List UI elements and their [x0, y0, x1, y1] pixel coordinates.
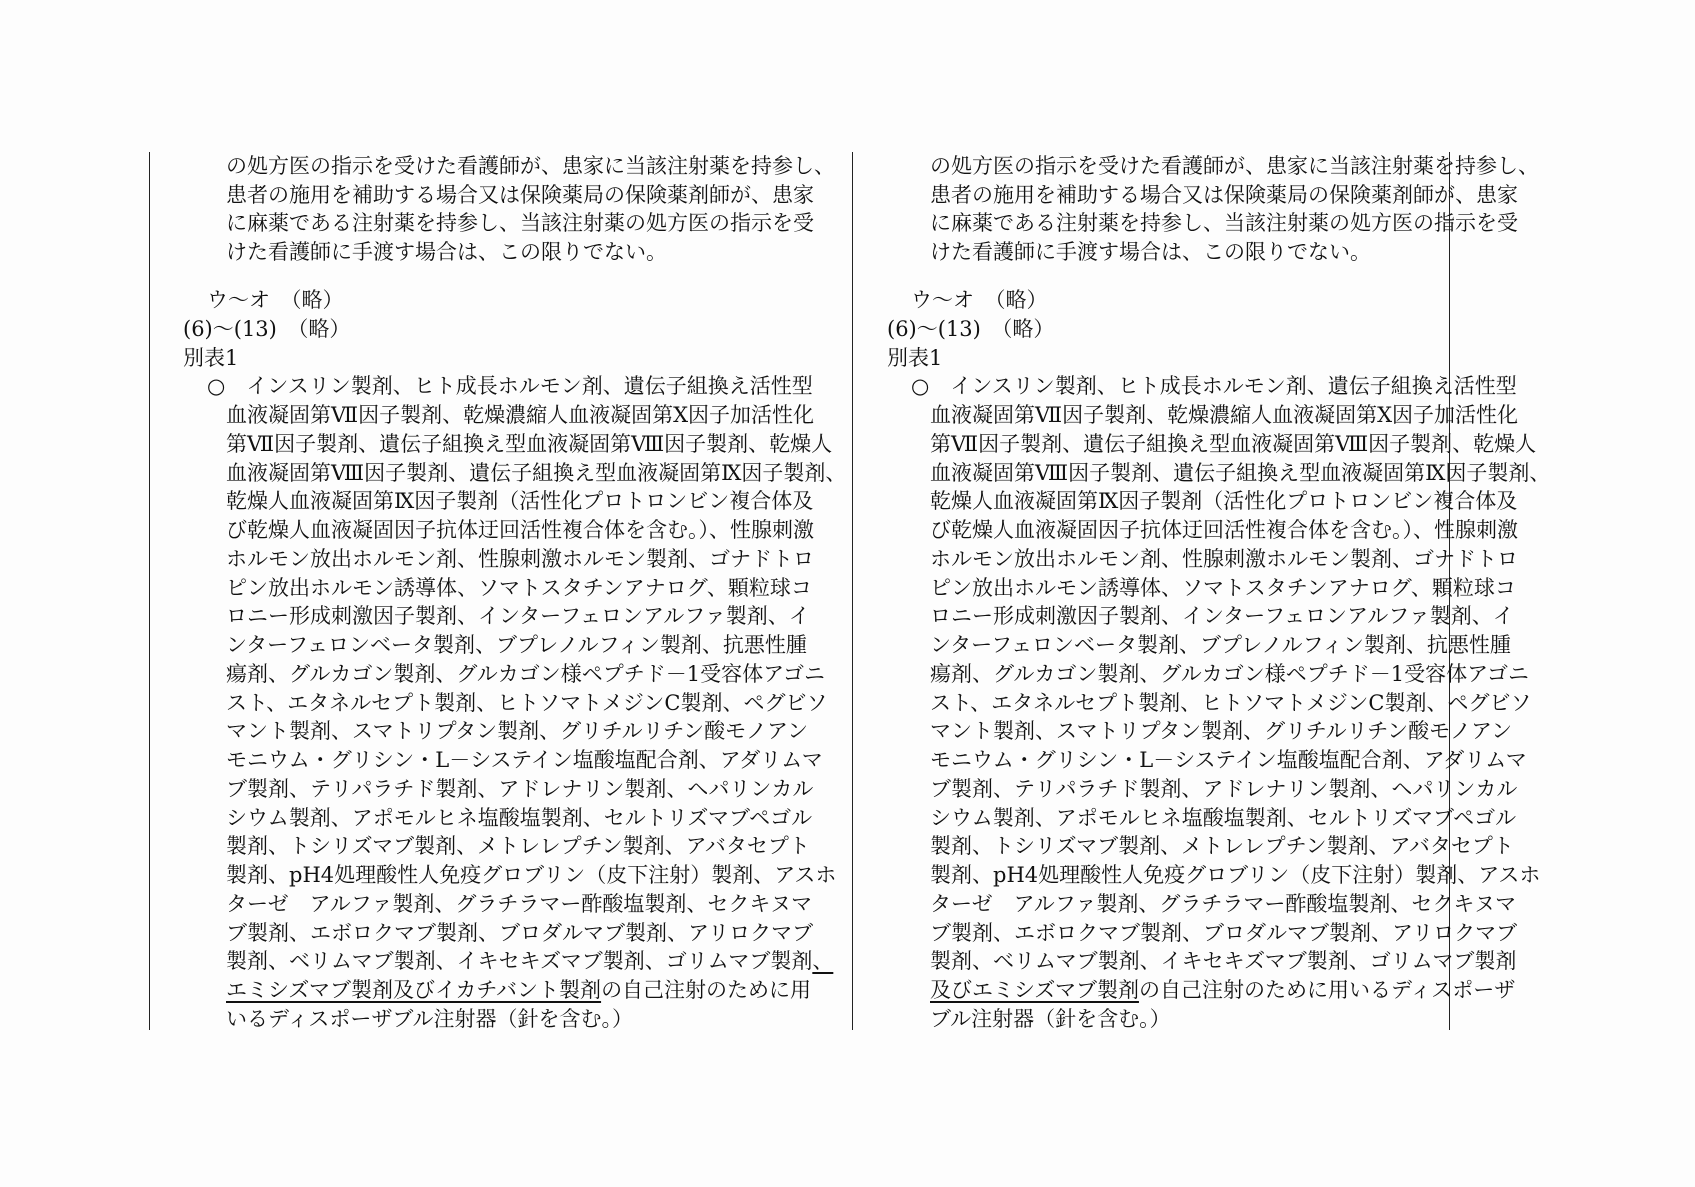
text-segment: 血液凝固第Ⅷ因子製剤、遺伝子組換え型血液凝固第Ⅸ因子製剤、 — [226, 460, 847, 485]
text-segment: ターゼ アルファ製剤、グラチラマー酢酸塩製剤、セクキヌマ — [930, 891, 1517, 916]
underlined-amendment: 、 — [812, 949, 834, 974]
text-segment: ロニー形成刺激因子製剤、インターフェロンアルファ製剤、イ — [930, 604, 1514, 629]
text-line — [930, 804, 1516, 832]
text-segment: 製剤、ベリムマブ製剤、イキセキズマブ製剤、ゴリムマブ製剤 — [226, 949, 813, 974]
text-line — [930, 430, 1536, 458]
text-line — [930, 487, 1517, 515]
text-segment: に麻薬である注射薬を持参し、当該注射薬の処方医の指示を受 — [226, 211, 814, 236]
text-segment: 第Ⅶ因子製剤、遺伝子組換え型血液凝固第Ⅷ因子製剤、乾燥人 — [930, 431, 1537, 456]
text-line — [930, 746, 1527, 774]
text-line — [930, 775, 1517, 803]
text-segment: いるディスポーザブル注射器（針を含む。） — [226, 1006, 633, 1031]
text-segment: ブ製剤、テリパラチド製剤、アドレナリン製剤、ヘパリンカル — [930, 776, 1518, 801]
text-segment: ブ製剤、テリパラチド製剤、アドレナリン製剤、ヘパリンカル — [226, 776, 814, 801]
text-segment: 製剤、pH4処理酸性人免疫グロブリン（皮下注射）製剤、アスホ — [226, 863, 837, 887]
text-line — [930, 976, 1515, 1004]
text-line — [930, 832, 1514, 860]
text-segment: ターゼ アルファ製剤、グラチラマー酢酸塩製剤、セクキヌマ — [226, 891, 813, 916]
text-segment: 乾燥人血液凝固第Ⅸ因子製剤（活性化プロトロンビン複合体及 — [226, 489, 814, 514]
text-line — [930, 890, 1516, 918]
text-segment: けた看護師に手渡す場合は、この限りでない。 — [226, 240, 667, 265]
text-line — [930, 545, 1518, 573]
text-line — [930, 861, 1540, 889]
text-segment: シウム製剤、アポモルヒネ塩酸塩製剤、セルトリズマブペゴル — [226, 805, 813, 830]
text-segment: 患者の施用を補助する場合又は保険薬局の保険薬剤師が、患家 — [226, 182, 814, 207]
underlined-amendment: 及びエミシズマブ製剤 — [930, 978, 1139, 1002]
section-heading — [887, 344, 942, 372]
text-segment: モニウム・グリシン・L－システイン塩酸塩配合剤、アダリムマ — [226, 748, 823, 772]
text-segment: び乾燥人血液凝固因子抗体迂回活性複合体を含む。）、性腺刺激 — [226, 518, 814, 542]
text-segment: 瘍剤、グルカゴン製剤、グルカゴン様ペプチド－1受容体アゴニ — [226, 661, 826, 686]
text-segment: ブ製剤、エボロクマブ製剤、ブロダルマブ製剤、アリロクマブ — [226, 920, 814, 945]
text-segment: 患者の施用を補助する場合又は保険薬局の保険薬剤師が、患家 — [930, 182, 1518, 207]
text-line — [930, 574, 1516, 602]
text-segment: の自己注射のために用 — [601, 978, 812, 1002]
text-segment: シウム製剤、アポモルヒネ塩酸塩製剤、セルトリズマブペゴル — [930, 805, 1517, 830]
text-segment: ブ製剤、エボロクマブ製剤、ブロダルマブ製剤、アリロクマブ — [930, 920, 1518, 945]
text-segment: スト、エタネルセプト製剤、ヒトソマトメジンC製剤、ペグビソ — [930, 690, 1532, 715]
list-item-line — [911, 372, 1517, 400]
text-segment: モニウム・グリシン・L－システイン塩酸塩配合剤、アダリムマ — [930, 748, 1527, 772]
text-line — [930, 689, 1531, 717]
section-heading — [887, 315, 1054, 343]
text-segment: 製剤、トシリズマブ製剤、メトレレプチン製剤、アバタセプト — [226, 834, 810, 859]
text-segment: マント製剤、スマトリプタン製剤、グリチルリチン酸モノアン — [930, 719, 1513, 744]
text-line — [930, 919, 1517, 947]
text-line — [930, 1005, 1171, 1033]
text-segment: の自己注射のために用いるディスポーザ — [1138, 978, 1516, 1002]
text-segment: ンターフェロンベータ製剤、ブプレノルフィン製剤、抗悪性腫 — [930, 633, 1511, 657]
text-segment: ○ インスリン製剤、ヒト成長ホルモン剤、遺伝子組換え活性型 — [911, 374, 1517, 399]
text-segment: (6)〜(13) （略） — [887, 316, 1055, 341]
text-segment: マント製剤、スマトリプタン製剤、グリチルリチン酸モノアン — [226, 719, 809, 744]
text-segment: の処方医の指示を受けた看護師が、患家に当該注射薬を持参し、 — [930, 154, 1539, 178]
text-segment: (6)〜(13) （略） — [183, 316, 351, 341]
text-segment: ンターフェロンベータ製剤、ブプレノルフィン製剤、抗悪性腫 — [226, 633, 807, 657]
text-line — [930, 516, 1518, 544]
text-segment: 瘍剤、グルカゴン製剤、グルカゴン様ペプチド－1受容体アゴニ — [930, 661, 1530, 686]
text-segment: の処方医の指示を受けた看護師が、患家に当該注射薬を持参し、 — [226, 154, 835, 178]
text-segment: 血液凝固第Ⅶ因子製剤、乾燥濃縮人血液凝固第Ⅹ因子加活性化 — [226, 403, 815, 427]
text-line — [930, 401, 1518, 429]
text-line — [930, 209, 1518, 237]
text-segment: 乾燥人血液凝固第Ⅸ因子製剤（活性化プロトロンビン複合体及 — [930, 489, 1518, 514]
text-segment: ホルモン放出ホルモン剤、性腺刺激ホルモン製剤、ゴナドトロ — [930, 546, 1518, 571]
text-segment: 製剤、pH4処理酸性人免疫グロブリン（皮下注射）製剤、アスホ — [930, 863, 1541, 887]
text-line — [930, 459, 1550, 487]
text-segment: 製剤、トシリズマブ製剤、メトレレプチン製剤、アバタセプト — [930, 834, 1514, 859]
text-segment: に麻薬である注射薬を持参し、当該注射薬の処方医の指示を受 — [930, 211, 1518, 236]
text-line — [911, 286, 1048, 314]
underlined-amendment: エミシズマブ製剤及びイカチバント製剤 — [226, 978, 602, 1002]
text-segment: 第Ⅶ因子製剤、遺伝子組換え型血液凝固第Ⅷ因子製剤、乾燥人 — [226, 431, 833, 456]
text-line — [930, 660, 1529, 688]
text-segment: び乾燥人血液凝固因子抗体迂回活性複合体を含む。）、性腺刺激 — [930, 518, 1518, 542]
text-line — [930, 181, 1518, 209]
text-segment: ホルモン放出ホルモン剤、性腺刺激ホルモン製剤、ゴナドトロ — [226, 546, 814, 571]
text-segment: 別表1 — [183, 345, 239, 370]
text-line — [930, 152, 1539, 180]
text-segment: 血液凝固第Ⅷ因子製剤、遺伝子組換え型血液凝固第Ⅸ因子製剤、 — [930, 460, 1551, 485]
text-segment: ○ インスリン製剤、ヒト成長ホルモン剤、遺伝子組換え活性型 — [207, 374, 813, 399]
text-line — [930, 602, 1514, 630]
text-segment: けた看護師に手渡す場合は、この限りでない。 — [930, 240, 1371, 265]
text-segment: ロニー形成刺激因子製剤、インターフェロンアルファ製剤、イ — [226, 604, 810, 629]
text-segment: 血液凝固第Ⅶ因子製剤、乾燥濃縮人血液凝固第Ⅹ因子加活性化 — [930, 403, 1519, 427]
text-segment: ウ〜オ （略） — [911, 288, 1048, 312]
text-line — [930, 947, 1516, 975]
text-line — [930, 631, 1511, 659]
text-line — [930, 717, 1512, 745]
text-segment: 別表1 — [887, 345, 943, 370]
text-segment: ピン放出ホルモン誘導体、ソマトスタチンアナログ、顆粒球コ — [930, 575, 1516, 600]
text-segment: 製剤、ベリムマブ製剤、イキセキズマブ製剤、ゴリムマブ製剤 — [930, 949, 1517, 974]
text-line — [930, 238, 1371, 266]
text-segment: ブル注射器（針を含む。） — [930, 1006, 1171, 1031]
text-segment: ピン放出ホルモン誘導体、ソマトスタチンアナログ、顆粒球コ — [226, 575, 812, 600]
text-segment: ウ〜オ （略） — [207, 288, 344, 312]
text-segment: スト、エタネルセプト製剤、ヒトソマトメジンC製剤、ペグビソ — [226, 690, 828, 715]
